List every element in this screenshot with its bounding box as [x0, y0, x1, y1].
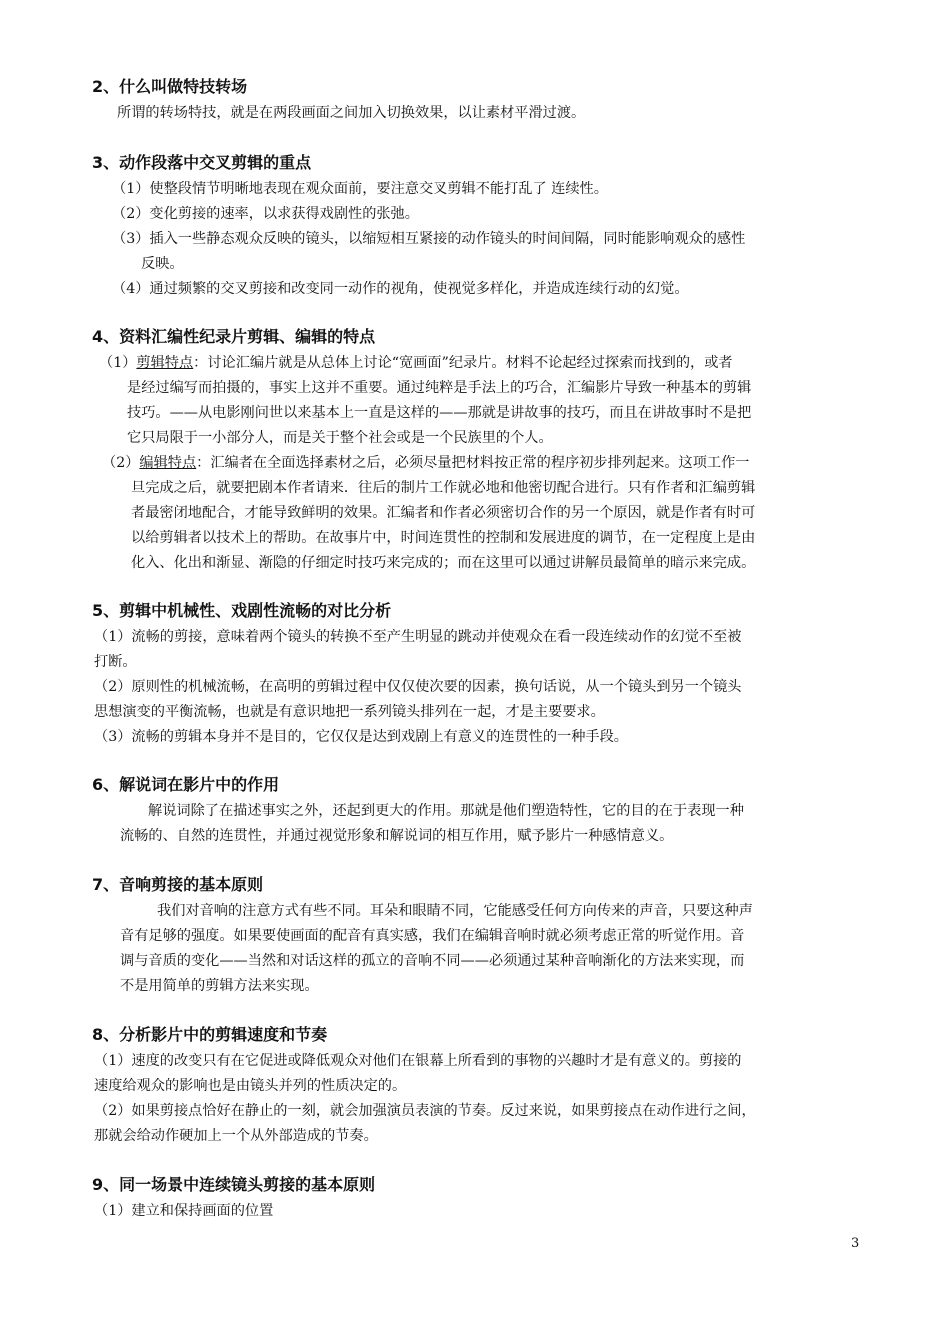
list-item: （1）使整段情节明晰地表现在观众面前，要注意交叉剪辑不能打乱了 连续性。 [112, 181, 608, 197]
item-prefix: （1） [99, 355, 137, 371]
section-heading: 6、解说词在影片中的作用 [92, 775, 280, 794]
paragraph-line: 我们对音响的注意方式有些不同。耳朵和眼睛不同，它能感受任何方向传来的声音，只要这种声 [157, 903, 753, 919]
item-prefix: （2） [102, 455, 140, 471]
list-item-continuation: 技巧。——从电影刚问世以来基本上一直是这样的——那就是讲故事的技巧，而且在讲故事时不是把 [127, 405, 752, 421]
section-heading: 5、剪辑中机械性、戏剧性流畅的对比分析 [92, 601, 392, 620]
paragraph-line: 流畅的、自然的连贯性，并通过视觉形象和解说词的相互作用，赋予影片一种感情意义。 [120, 828, 674, 844]
paragraph-line: 调与音质的变化——当然和对话这样的孤立的音响不同——必须通过某种音响渐化的方法来实现，而 [120, 953, 745, 969]
list-item [102, 453, 750, 473]
paragraph-line: 音有足够的强度。如果要使画面的配音有真实感，我们在编辑音响时就必须考虑正常的听觉作用。音 [120, 928, 745, 944]
list-item: （1）流畅的剪接，意味着两个镜头的转换不至产生明显的跳动并使观众在看一段连续动作的幻觉不至被 [94, 629, 742, 645]
section-heading: 4、资料汇编性纪录片剪辑、编辑的特点 [92, 327, 376, 346]
paragraph-line: 解说词除了在描述事实之外，还起到更大的作用。那就是他们塑造特性，它的目的在于表现一种 [148, 803, 744, 819]
paragraph-line: 不是用简单的剪辑方法来实现。 [120, 978, 319, 994]
section-heading: 2、什么叫做特技转场 [92, 77, 248, 96]
list-item: （3）插入一些静态观众反映的镜头，以缩短相互紧接的动作镜头的时间间隔，同时能影响观众的感性 [112, 231, 746, 247]
list-item-continuation: 打断。 [94, 654, 137, 670]
list-item-continuation: 以给剪辑者以技术上的帮助。在故事片中，时间连贯性的控制和发展进度的调节，在一定程度上是由 [131, 530, 756, 546]
section-heading: 9、同一场景中连续镜头剪接的基本原则 [92, 1175, 376, 1194]
list-item-continuation: 那就会给动作硬加上一个从外部造成的节奏。 [94, 1128, 378, 1144]
list-item-continuation: 它只局限于一小部分人，而是关于整个社会或是一个民族里的个人。 [127, 430, 553, 446]
page-number: 3 [851, 1236, 860, 1251]
section-heading: 7、音响剪接的基本原则 [92, 875, 264, 894]
section-heading: 3、动作段落中交叉剪辑的重点 [92, 153, 312, 172]
list-item: （2）如果剪接点恰好在静止的一刻，就会加强演员表演的节奏。反过来说，如果剪接点在动作进行之间， [94, 1103, 756, 1119]
paragraph-line: 所谓的转场特技，就是在两段画面之间加入切换效果，以让素材平滑过渡。 [117, 105, 586, 121]
list-item-continuation: 者最密闭地配合，才能导致鲜明的效果。汇编者和作者必须密切合作的另一个原因，就是作者有时可 [131, 505, 756, 521]
list-item: （2）变化剪接的速率，以求获得戏剧性的张弛。 [112, 206, 419, 222]
list-item: （3）流畅的剪辑本身并不是目的，它仅仅是达到戏剧上有意义的连贯性的一种手段。 [94, 729, 628, 745]
item-label-editing: 剪辑特点 [136, 355, 194, 371]
list-item: （1）速度的改变只有在它促进或降低观众对他们在银幕上所看到的事物的兴趣时才是有意义的。剪接的 [94, 1053, 742, 1069]
section-heading: 8、分析影片中的剪辑速度和节奏 [92, 1025, 328, 1044]
list-item [99, 353, 733, 373]
item-text: ：汇编者在全面选择素材之后，必须尽量把材料按正常的程序初步排列起来。这项工作一 [196, 455, 750, 471]
item-text: ：讨论汇编片就是从总体上讨论“宽画面”纪录片。材料不论起经过探索而找到的，或者 [193, 355, 733, 371]
list-item-continuation: 速度给观众的影响也是由镜头并列的性质决定的。 [94, 1078, 407, 1094]
list-item-continuation: 是经过编写而拍摄的，事实上这并不重要。通过纯粹是手法上的巧合，汇编影片导致一种基本的剪辑 [127, 380, 752, 396]
list-item-continuation: 化入、化出和渐显、渐隐的仔细定时技巧来完成的；而在这里可以通过讲解员最简单的暗示来完成。 [131, 555, 756, 571]
list-item-continuation: 旦完成之后，就要把剧本作者请来．往后的制片工作就必地和他密切配合进行。只有作者和汇编剪辑 [131, 480, 756, 496]
item-label-compiling: 编辑特点 [139, 455, 197, 471]
list-item: （4）通过频繁的交叉剪接和改变同一动作的视角，使视觉多样化，并造成连续行动的幻觉。 [112, 281, 689, 297]
list-item-continuation: 反映。 [141, 256, 184, 272]
list-item: （1）建立和保持画面的位置 [94, 1203, 274, 1219]
list-item: （2）原则性的机械流畅，在高明的剪辑过程中仅仅使次要的因素，换句话说，从一个镜头到另一个镜头 [94, 679, 742, 695]
list-item-continuation: 思想演变的平衡流畅，也就是有意识地把一系列镜头排列在一起，才是主要要求。 [94, 704, 605, 720]
